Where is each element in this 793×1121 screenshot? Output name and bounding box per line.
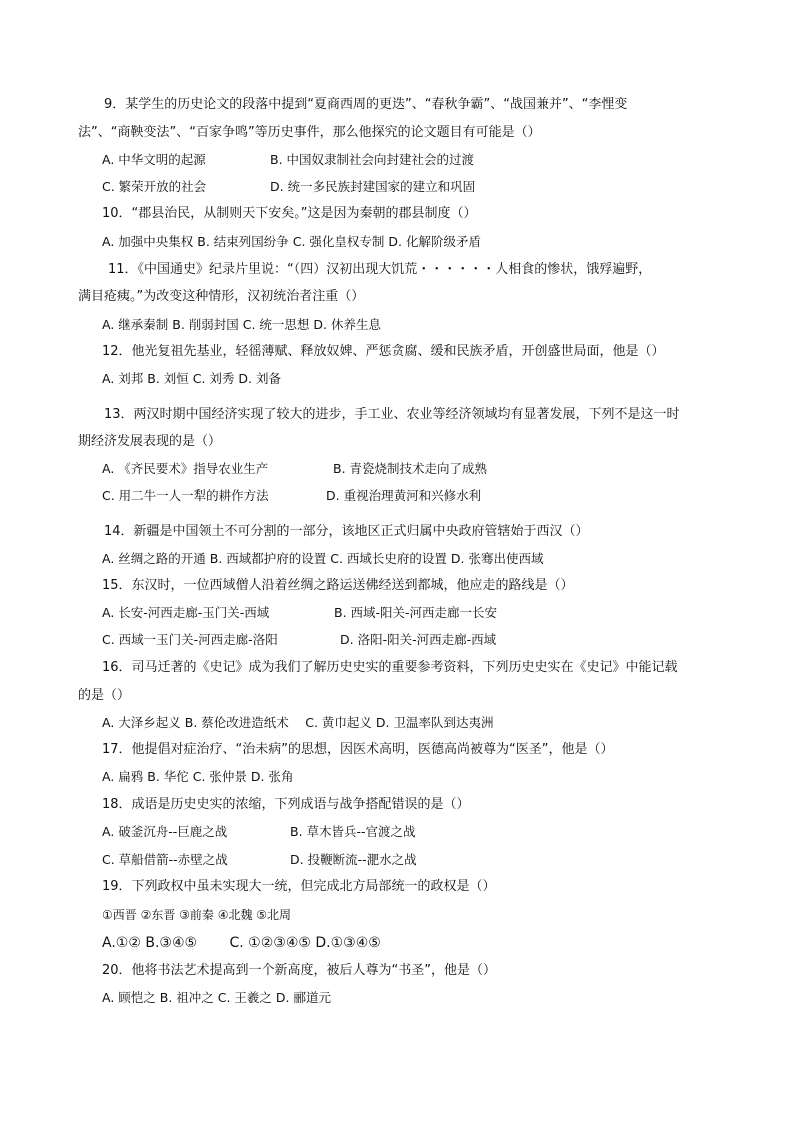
question-15-option-d: D. 洛阳-阳关-河西走廊-西域 [340, 632, 497, 647]
question-16-line-1: 16．司马迁著的《史记》成为我们了解历史史实的重要参考资料，下列历史史实在《史记》中能记载 [102, 660, 678, 675]
question-9-option-d: D. 统一多民族封建国家的建立和巩固 [270, 179, 476, 194]
question-16-options: A. 大泽乡起义 B. 蔡伦改进造纸术 C. 黄巾起义 D. 卫温率队到达夷洲 [102, 715, 494, 730]
question-17-options: A. 扁鸦 B. 华佗 C. 张仲景 D. 张角 [102, 769, 294, 784]
question-13-option-c: C. 用二牛一人一犁的耕作方法 [102, 488, 269, 503]
question-9-line-1: 9．某学生的历史论文的段落中提到“夏商西周的更迭”、“春秋争霸”、“战国兼并”、“李悝变 [104, 97, 628, 112]
question-12-line-1: 12．他光复祖先基业，轻徭薄赋、释放奴婢、严惩贪腐、缓和民族矛盾，开创盛世局面，他是（） [102, 344, 665, 359]
question-15-option-a: A. 长安-河西走廊-玉门关-西域 [102, 605, 270, 620]
question-15-option-b: B. 西域-阳关-河西走廊一长安 [334, 605, 498, 620]
question-11-options: A. 继承秦制 B. 削弱封国 C. 统一思想 D. 休养生息 [102, 317, 381, 332]
question-14-line-1: 14．新疆是中国领土不可分割的一部分，该地区正式归属中央政府管辖始于西汉（） [104, 524, 589, 539]
question-10-line-1: 10．“郡县治民，从制则天下安矣。”这是因为秦朝的郡县制度（） [102, 206, 477, 221]
question-10-options: A. 加强中央集权 B. 结束列国纷争 C. 强化皇权专制 D. 化解阶级矛盾 [102, 234, 481, 249]
question-14-options: A. 丝绸之路的开通 B. 西域都护府的设置 C. 西域长史府的设置 D. 张骞出使西域 [102, 551, 544, 566]
question-13-option-d: D. 重视治理黄河和兴修水利 [326, 488, 482, 503]
question-19-options: A.①② B.③④⑤ C. ①②③④⑤ D.①③④⑤ [102, 935, 381, 951]
question-18-option-b: B. 草木皆兵--官渡之战 [290, 824, 416, 839]
question-15-option-c: C. 西域一玉门关-河西走廊-洛阳 [102, 632, 278, 647]
question-20-options: A. 顾恺之 B. 祖冲之 C. 王羲之 D. 郦道元 [102, 990, 331, 1005]
question-13-option-b: B. 青瓷烧制技术走向了成熟 [333, 461, 488, 476]
question-18-line-1: 18．成语是历史史实的浓缩，下列成语与战争搭配错误的是（） [102, 797, 470, 812]
question-11-line-1: 11．《中国通史》纪录片里说：“（四）汉初出现大饥荒・・・・・・人相食的惨状，饿殍遍野， [108, 262, 652, 277]
question-19-items: ①西晋 ②东晋 ③前秦 ④北魏 ⑤北周 [102, 908, 292, 922]
question-19-line-1: 19．下列政权中虽未实现大一统，但完成北方局部统一的政权是（） [102, 879, 496, 894]
question-18-option-a: A. 破釜沉舟--巨鹿之战 [102, 824, 228, 839]
question-20-line-1: 20．他将书法艺术提高到一个新高度，被后人尊为“书圣”，他是（） [102, 963, 497, 978]
question-18-option-c: C. 草船借箭--赤壁之战 [102, 852, 228, 867]
question-9-line-2: 法”、“商鞅变法”、“百家争鸣”等历史事件，那么他探究的论文题目有可能是（） [78, 125, 541, 140]
question-13-line-1: 13．两汉时期中国经济实现了较大的进步，手工业、农业等经济领域均有显著发展，下列不是这一时 [104, 407, 680, 422]
question-17-line-1: 17．他提倡对症治疗、“治未病”的思想，因医术高明，医德高尚被尊为“医圣”，他是（） [102, 742, 614, 757]
question-16-line-2: 的是（） [78, 688, 131, 703]
question-9-option-b: B. 中国奴隶制社会向封建社会的过渡 [270, 152, 475, 167]
question-13-line-2: 期经济发展表现的是（） [78, 434, 222, 449]
question-18-option-d: D. 投鞭断流--淝水之战 [290, 852, 417, 867]
question-12-options: A. 刘邦 B. 刘恒 C. 刘秀 D. 刘备 [102, 371, 281, 386]
question-11-line-2: 满目疮痍。”为改变这种情形，汉初统治者注重（） [78, 289, 365, 304]
question-13-option-a: A. 《齐民要术》指导农业生产 [102, 461, 269, 476]
question-9-option-c: C. 繁荣开放的社会 [102, 179, 207, 194]
question-15-line-1: 15．东汉时，一位西域僧人沿着丝绸之路运送佛经送到都城，他应走的路线是（） [102, 578, 574, 593]
question-9-option-a: A. 中华文明的起源 [102, 152, 206, 167]
